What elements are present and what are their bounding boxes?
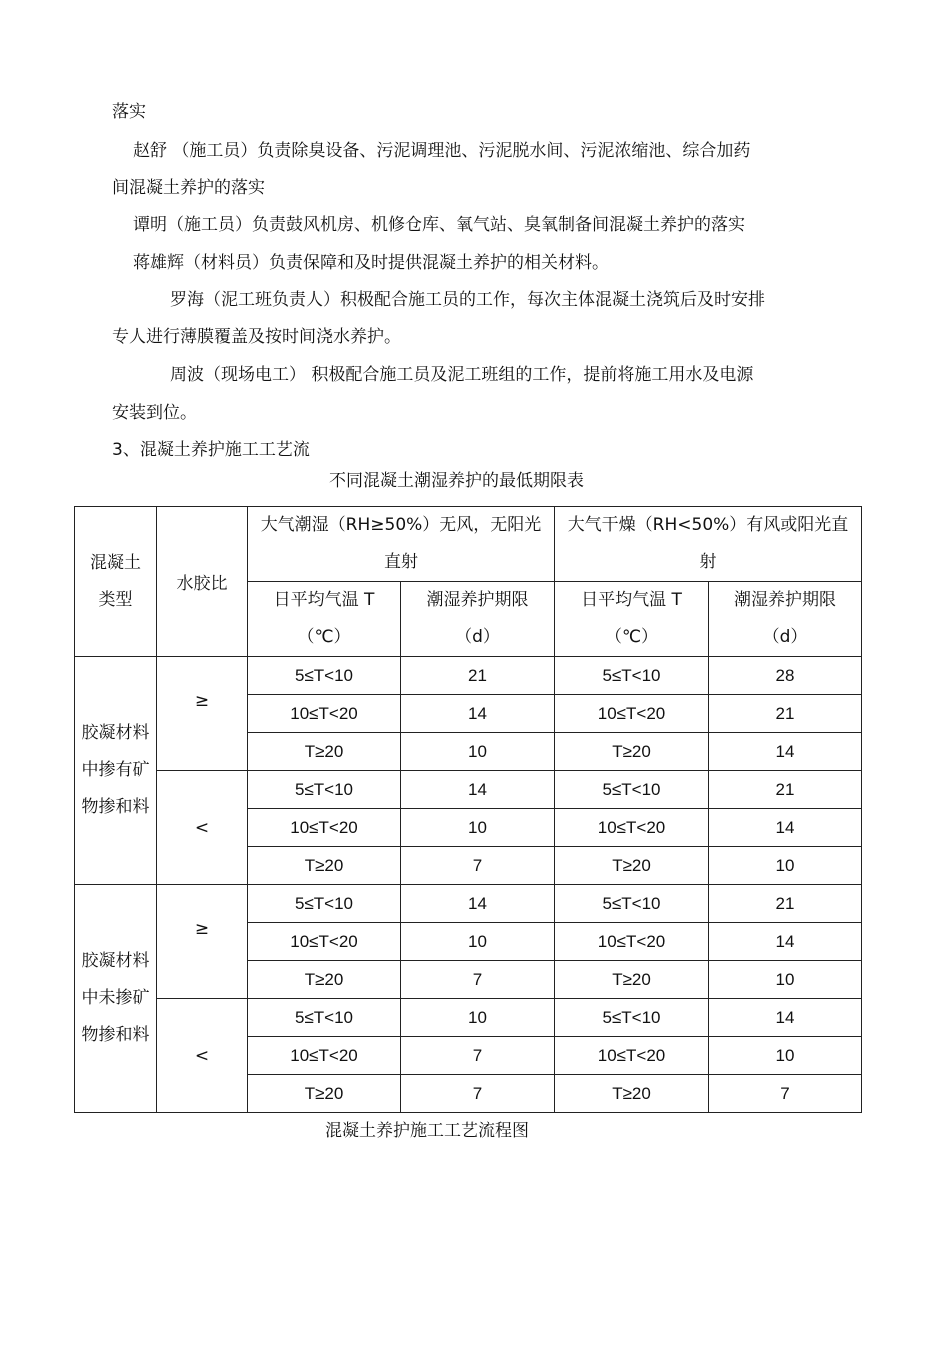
period-cell: 7 [709, 1075, 862, 1113]
temp-cell: 5≤T<10 [555, 999, 709, 1037]
table-row [75, 657, 862, 695]
period-cell: 14 [709, 733, 862, 771]
paragraph-5: 蒋雄辉（材料员）负责保障和及时提供混凝土养护的相关材料。 [133, 253, 609, 273]
wb-ratio-cell: < [157, 999, 248, 1113]
temp-cell: 5≤T<10 [555, 657, 709, 695]
period-cell: 21 [709, 885, 862, 923]
temp-cell: 10≤T<20 [248, 1037, 401, 1075]
figure-caption: 混凝土养护施工工艺流程图 [325, 1121, 529, 1141]
period-cell: 7 [401, 1075, 555, 1113]
temp-cell: T≥20 [555, 733, 709, 771]
period-cell: 7 [401, 961, 555, 999]
period-cell: 14 [709, 999, 862, 1037]
temp-cell: 5≤T<10 [555, 885, 709, 923]
temp-cell: T≥20 [248, 1075, 401, 1113]
period-cell: 14 [709, 809, 862, 847]
header-concrete-type: 混凝土类型 [75, 507, 157, 657]
concrete-type-cell: 胶凝材料中未掺矿物掺和料 [75, 885, 157, 1113]
period-cell: 21 [709, 695, 862, 733]
temp-cell: 10≤T<20 [555, 923, 709, 961]
wb-ratio-cell: < [157, 771, 248, 885]
temp-cell: 5≤T<10 [248, 885, 401, 923]
header-period-humid: 潮湿养护期限 （d） [401, 582, 555, 657]
period-cell: 14 [401, 695, 555, 733]
period-cell: 14 [709, 923, 862, 961]
period-cell: 28 [709, 657, 862, 695]
header-humid: 大气潮湿（RH≥50%）无风，无阳光直射 [248, 507, 555, 582]
temp-cell: T≥20 [555, 1075, 709, 1113]
temp-cell: 10≤T<20 [555, 695, 709, 733]
period-cell: 10 [401, 999, 555, 1037]
wb-ratio-cell: ≥ [157, 885, 248, 999]
paragraph-4: 谭明（施工员）负责鼓风机房、机修仓库、氧气站、臭氧制备间混凝土养护的落实 [133, 215, 745, 235]
period-cell: 14 [401, 885, 555, 923]
period-cell: 7 [401, 1037, 555, 1075]
temp-cell: 5≤T<10 [555, 771, 709, 809]
paragraph-2: 赵舒 （施工员）负责除臭设备、污泥调理池、污泥脱水间、污泥浓缩池、综合加药 [133, 141, 751, 161]
temp-cell: T≥20 [555, 961, 709, 999]
period-cell: 21 [401, 657, 555, 695]
temp-cell: 10≤T<20 [555, 1037, 709, 1075]
curing-period-table [74, 506, 862, 1113]
header-period-dry: 潮湿养护期限 （d） [709, 582, 862, 657]
period-cell: 10 [709, 847, 862, 885]
period-cell: 10 [401, 809, 555, 847]
temp-cell: T≥20 [248, 847, 401, 885]
temp-cell: T≥20 [248, 961, 401, 999]
temp-cell: 10≤T<20 [248, 695, 401, 733]
period-cell: 21 [709, 771, 862, 809]
wb-ratio-cell: ≥ [157, 657, 248, 771]
period-cell: 10 [709, 961, 862, 999]
period-cell: 7 [401, 847, 555, 885]
header-temp-dry: 日平均气温 T （℃） [555, 582, 709, 657]
temp-cell: 10≤T<20 [248, 809, 401, 847]
temp-cell: 5≤T<10 [248, 771, 401, 809]
temp-cell: 5≤T<10 [248, 657, 401, 695]
header-dry: 大气干燥（RH<50%）有风或阳光直射 [555, 507, 862, 582]
temp-cell: 5≤T<10 [248, 999, 401, 1037]
concrete-type-cell: 胶凝材料中掺有矿物掺和料 [75, 657, 157, 885]
period-cell: 10 [401, 733, 555, 771]
paragraph-3: 间混凝土养护的落实 [112, 178, 265, 198]
paragraph-9: 安装到位。 [112, 403, 197, 423]
section-heading: 3、混凝土养护施工工艺流 [112, 440, 310, 460]
period-cell: 14 [401, 771, 555, 809]
header-temp-humid: 日平均气温 T （℃） [248, 582, 401, 657]
period-cell: 10 [401, 923, 555, 961]
table-title: 不同混凝土潮湿养护的最低期限表 [329, 471, 584, 491]
period-cell: 10 [709, 1037, 862, 1075]
table-row [75, 771, 862, 809]
paragraph-6: 罗海（泥工班负责人）积极配合施工员的工作，每次主体混凝土浇筑后及时安排 [170, 290, 765, 310]
paragraph-1: 落实 [112, 102, 146, 122]
temp-cell: 10≤T<20 [248, 923, 401, 961]
table-row [75, 885, 862, 923]
paragraph-7: 专人进行薄膜覆盖及按时间浇水养护。 [112, 327, 401, 347]
header-wb-ratio: 水胶比 [157, 507, 248, 657]
temp-cell: T≥20 [555, 847, 709, 885]
paragraph-8: 周波（现场电工） 积极配合施工员及泥工班组的工作，提前将施工用水及电源 [170, 365, 754, 385]
temp-cell: 10≤T<20 [555, 809, 709, 847]
table-row [75, 999, 862, 1037]
temp-cell: T≥20 [248, 733, 401, 771]
